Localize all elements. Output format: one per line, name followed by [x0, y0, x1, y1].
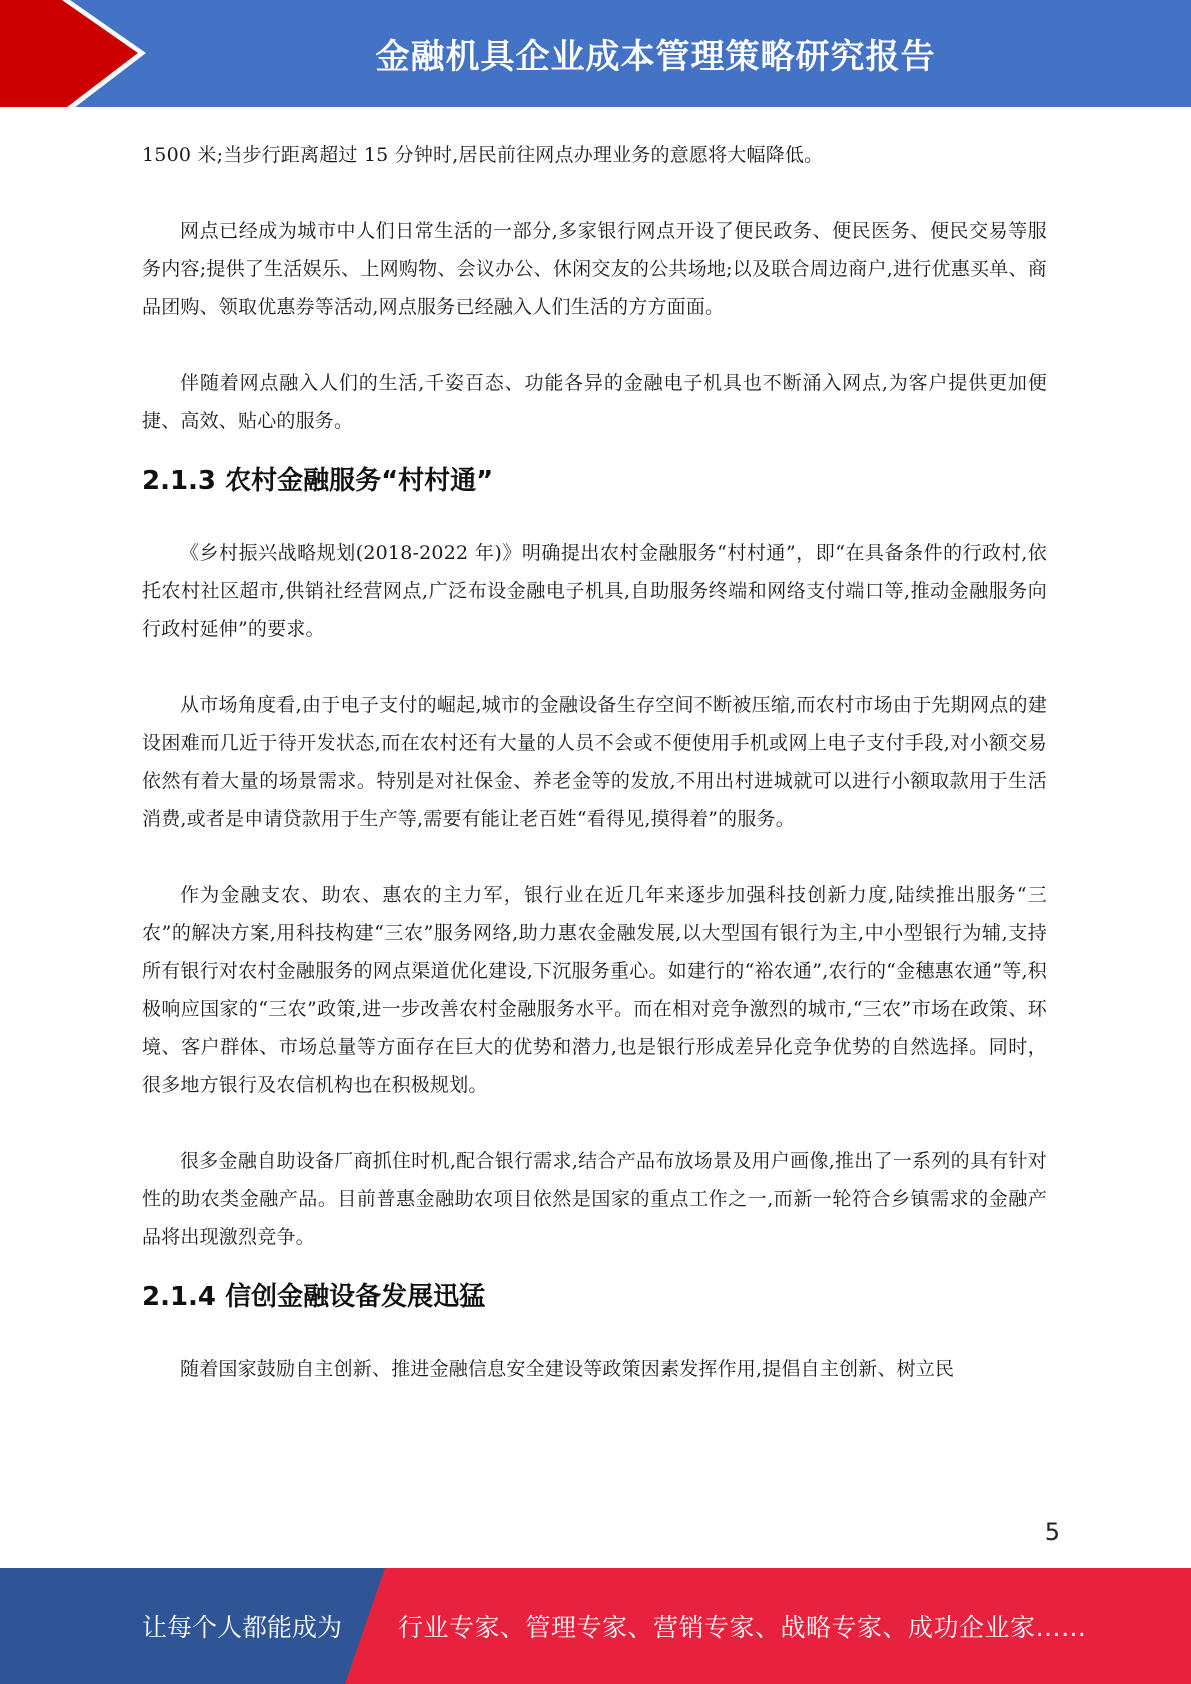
- paragraph-rural-strategy: 《乡村振兴战略规划(2018-2022 年)》明确提出农村金融服务“村村通”，即“在具备条件的行政村,依托农村社区超市,供销社经营网点,广泛布设金融电子机具,自助服务终端和网络支付端口等,推动金融服务向行政村延伸”的要求。: [142, 542, 1047, 640]
- paragraph-market-perspective: 从市场角度看,由于电子支付的崛起,城市的金融设备生存空间不断被压缩,而农村市场由于先期网点的建设困难而几近于待开发状态,而在农村还有大量的人员不会或不便使用手机或网上电子支付手段,对小额交易依然有着大量的场景需求。特别是对社保金、养老金等的发放,不用出村进城就可以进行小额取款用于生活消费,或者是申请贷款用于生产等,需要有能让老百姓“看得见,摸得着”的服务。: [142, 694, 1047, 830]
- footer-banner: [0, 1568, 1191, 1684]
- paragraph-xinchuang: 随着国家鼓励自主创新、推进金融信息安全建设等政策因素发挥作用,提倡自主创新、树立民: [180, 1358, 955, 1380]
- paragraph-continued: 1500 米;当步行距离超过 15 分钟时,居民前往网点办理业务的意愿将大幅降低。: [142, 144, 824, 166]
- footer-slogan-right: 行业专家、管理专家、营销专家、战略专家、成功企业家……: [398, 1613, 1087, 1642]
- page-number: 5: [1044, 1518, 1060, 1546]
- paragraph-vendors: 很多金融自助设备厂商抓住时机,配合银行需求,结合产品布放场景及用户画像,推出了一系列的具有针对性的助农类金融产品。目前普惠金融助农项目依然是国家的重点工作之一,而新一轮符合乡镇需求的金融产品将出现激烈竞争。: [142, 1150, 1047, 1248]
- document-title: 金融机具企业成本管理策略研究报告: [375, 37, 936, 77]
- paragraph-electronic-devices: 伴随着网点融入人们的生活,千姿百态、功能各异的金融电子机具也不断涌入网点,为客户提供更加便捷、高效、贴心的服务。: [142, 372, 1047, 432]
- paragraph-outlets-daily-life: 网点已经成为城市中人们日常生活的一部分,多家银行网点开设了便民政务、便民医务、便民交易等服务内容;提供了生活娱乐、上网购物、会议办公、休闲交友的公共场地;以及联合周边商户,进行优惠买单、商品团购、领取优惠券等活动,网点服务已经融入人们生活的方方面面。: [142, 220, 1047, 318]
- section-heading-2-1-3: 2.1.3 农村金融服务“村村通”: [142, 465, 494, 496]
- section-heading-2-1-4: 2.1.4 信创金融设备发展迅猛: [142, 1281, 486, 1312]
- paragraph-banking-sanong: 作为金融支农、助农、惠农的主力军，银行业在近几年来逐步加强科技创新力度,陆续推出服务“三农”的解决方案,用科技构建“三农”服务网络,助力惠农金融发展,以大型国有银行为主,中小型银行为辅,支持所有银行对农村金融服务的网点渠道优化建设,下沉服务重心。如建行的“裕农通”,农行的“金穗惠农通”等,积极响应国家的“三农”政策,进一步改善农村金融服务水平。而在相对竞争激烈的城市,“三农”市场在政策、环境、客户群体、市场总量等方面存在巨大的优势和潜力,也是银行形成差异化竞争优势的自然选择。同时，很多地方银行及农信机构也在积极规划。: [142, 884, 1047, 1096]
- footer-slogan-left: 让每个人都能成为: [142, 1613, 343, 1642]
- page-content: [142, 136, 1047, 1388]
- header-banner: [0, 0, 1191, 111]
